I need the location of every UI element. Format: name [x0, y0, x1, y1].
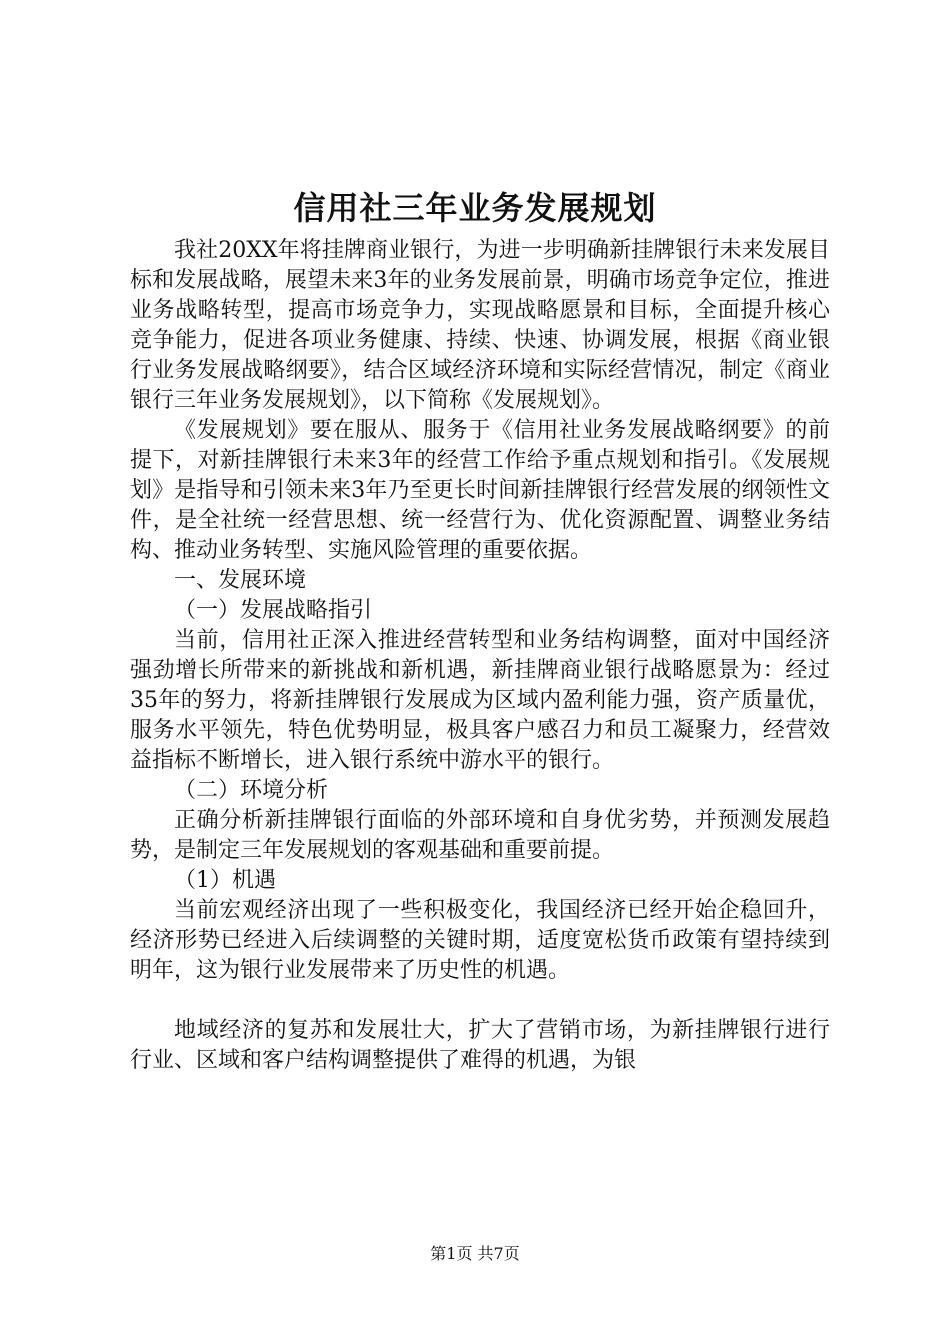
paragraph-intro: 我社20XX年将挂牌商业银行，为进一步明确新挂牌银行未来发展目标和发展战略，展望未来3年的业务发展前景，明确市场竞争定位，推进业务战略转型，提高市场竞争力，实现战略愿景和目标，全面提升核心竞争能力，促进各项业务健康、持续、快速、协调发展，根据《商业银行业务发展战略纲要》，结合区域经济环境和实际经营情况，制定《商业银行三年业务发展规划》，以下简称《发展规划》。 — [130, 238, 830, 413]
section-heading-environment: 一、发展环境 — [174, 568, 307, 593]
subsection-heading-analysis: （二）环境分析 — [174, 778, 329, 803]
paragraph-spacer — [130, 986, 830, 1016]
document-title: 信用社三年业务发展规划 — [293, 189, 657, 227]
page-number: 第1页 共7页 — [430, 1244, 520, 1263]
paragraph-analysis: 正确分析新挂牌银行面临的外部环境和自身优劣势，并预测发展趋势，是制定三年发展规划的客观基础和重要前提。 — [130, 808, 830, 863]
item-heading-opportunity: （1）机遇 — [174, 868, 276, 893]
document-body — [130, 236, 830, 1076]
paragraph-opportunity: 当前宏观经济出现了一些积极变化，我国经济已经开始企稳回升，经济形势已经进入后续调整的关键时期，适度宽松货币政策有望持续到明年，这为银行业发展带来了历史性的机遇。 — [130, 898, 830, 983]
paragraph-regional-economy: 地域经济的复苏和发展壮大，扩大了营销市场，为新挂牌银行进行行业、区域和客户结构调整提供了难得的机遇，为银 — [130, 1018, 830, 1073]
subsection-heading-strategy: （一）发展战略指引 — [174, 598, 373, 623]
paragraph-plan-positioning: 《发展规划》要在服从、服务于《信用社业务发展战略纲要》的前提下，对新挂牌银行未来3年的经营工作给予重点规划和指引。《发展规划》是指导和引领未来3年乃至更长时间新挂牌银行经营发展的纲领性文件，是全社统一经营思想、统一经营行为、优化资源配置、调整业务结构、推动业务转型、实施风险管理的重要依据。 — [130, 418, 830, 563]
paragraph-strategy: 当前，信用社正深入推进经营转型和业务结构调整，面对中国经济强劲增长所带来的新挑战和新机遇，新挂牌商业银行战略愿景为：经过35年的努力，将新挂牌银行发展成为区域内盈利能力强，资产质量优，服务水平领先，特色优势明显，极具客户感召力和员工凝聚力，经营效益指标不断增长，进入银行系统中游水平的银行。 — [130, 628, 830, 773]
